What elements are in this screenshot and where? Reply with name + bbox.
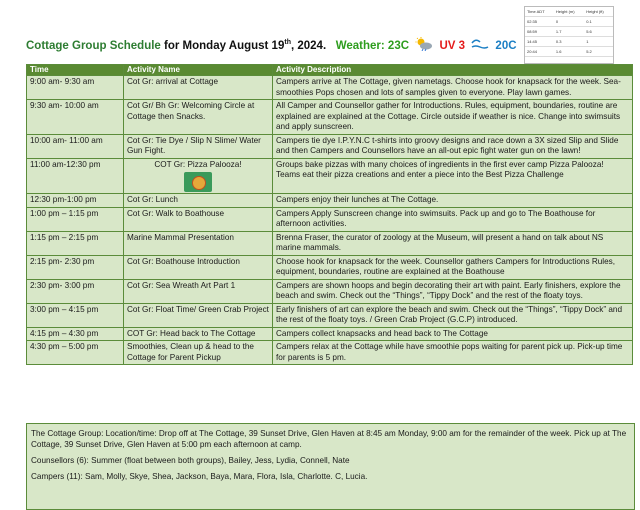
water-temp: 20C <box>495 40 517 52</box>
table-row <box>27 194 633 208</box>
tide-header-cell: Height (m) <box>554 7 584 17</box>
activity-name-cell: Cot Gr: arrival at Cottage <box>124 76 273 100</box>
table-row <box>27 76 633 100</box>
table-row <box>27 255 633 279</box>
time-cell: 3:00 pm – 4:15 pm <box>27 303 124 327</box>
table-row <box>27 303 633 327</box>
table-row <box>27 207 633 231</box>
tide-table-row <box>525 47 613 57</box>
activity-description-cell: All Camper and Counsellor gather for Introductions. Rules, equipment, boundaries, routine are explained are explained at the Cottage. Circle outside if weather is nice. Change into swimsuits and apply sunscreen. <box>273 100 633 135</box>
activity-description-cell: Campers Apply Sunscreen change into swimsuits. Pack up and go to The Boathouse for afternoon activities. <box>273 207 633 231</box>
tide-cell: 1 <box>584 37 613 47</box>
activity-name-cell: Cot Gr: Lunch <box>124 194 273 208</box>
activity-description-cell: Choose hook for knapsack for the week. Counsellor gathers Campers for Introductions Rules, equipment, boundaries, routine are explained at the Boathouse <box>273 255 633 279</box>
activity-name-cell: Cot Gr/ Bh Gr: Welcoming Circle at Cottage then Snacks. <box>124 100 273 135</box>
tide-cell: 08:59 <box>525 27 554 37</box>
time-cell: 10:00 am- 11:00 am <box>27 134 124 158</box>
wave-icon <box>471 38 489 50</box>
activity-name-cell: Cot Gr: Sea Wreath Art Part 1 <box>124 279 273 303</box>
table-row <box>27 100 633 135</box>
activity-name-cell: Cot Gr: Tie Dye / Slip N Slime/ Water Gun Fight. <box>124 134 273 158</box>
activity-name-cell: Cot Gr: Boathouse Introduction <box>124 255 273 279</box>
tide-cell: 14:45 <box>525 37 554 47</box>
time-cell: 11:00 am-12:30 pm <box>27 158 124 194</box>
activity-description-cell: Campers tie dye I.P.Y.N.C t-shirts into groovy designs and race down a 3X sized Slip and Slide and then Campers and Counsellors have an all-out epic fight water gun on the lawn! <box>273 134 633 158</box>
tide-table-row <box>525 37 613 47</box>
table-row <box>27 279 633 303</box>
column-header-time: Time <box>27 65 124 76</box>
column-header-activity-name: Activity Name <box>124 65 273 76</box>
pizza-icon <box>184 172 212 192</box>
tide-table <box>524 6 614 64</box>
title-date: for Monday August 19 <box>160 40 285 52</box>
tide-cell: 5.6 <box>584 27 613 37</box>
tide-table-header <box>525 7 613 17</box>
tide-cell: 1.6 <box>554 47 584 57</box>
weather-label: Weather: 23C <box>335 40 410 52</box>
page-title <box>26 37 517 52</box>
activity-name-cell: Marine Mammal Presentation <box>124 231 273 255</box>
tide-header-cell: Height (ft) <box>584 7 613 17</box>
sun-cloud-icon <box>415 37 433 51</box>
activity-description-cell: Groups bake pizzas with many choices of ingredients in the first ever camp Pizza Palooza! Teams eat their pizza creations and enter a piece into the Best Pizza Challenge <box>273 158 633 194</box>
location-info: The Cottage Group: Location/time: Drop off at The Cottage, 39 Sunset Drive, Glen Haven at 8:45 am Monday, 9:00 am for the remainder of the week. Pick up at The Cottage, 39 Sunset Drive, Glen Haven at 5:00 pm each afternoon at camp. <box>31 429 627 450</box>
uv-index: UV 3 <box>439 40 466 52</box>
time-cell: 9:30 am- 10:00 am <box>27 100 124 135</box>
activity-name-cell <box>124 158 273 194</box>
table-row <box>27 134 633 158</box>
activity-description-cell: Campers are shown hoops and begin decorating their art with paint. Early finishers, explore the beach and swim. Check out the “Things”, “Tippy Dock” and the rest of the floaty toys. <box>273 279 633 303</box>
title-date-suffix: th <box>284 39 291 47</box>
activity-description-cell: Campers enjoy their lunches at The Cottage. <box>273 194 633 208</box>
time-cell: 2:30 pm- 3:00 pm <box>27 279 124 303</box>
tide-cell: 0 <box>554 17 584 27</box>
counsellors-list: Counsellors (6): Summer (float between both groups), Bailey, Jess, Lydia, Connell, Nate <box>31 456 350 466</box>
tide-cell: 5.2 <box>584 47 613 57</box>
activity-description-cell: Campers arrive at The Cottage, given nametags. Choose hook for knapsack for the week. Sea-smoothies Pops chosen and lots of samples given to everyone. Play lawn games. <box>273 76 633 100</box>
time-cell: 1:15 pm – 2:15 pm <box>27 231 124 255</box>
activity-description-cell: Campers collect knapsacks and head back to The Cottage <box>273 327 633 341</box>
schedule-table <box>26 64 633 365</box>
table-row <box>27 231 633 255</box>
activity-name-cell: Cot Gr: Walk to Boathouse <box>124 207 273 231</box>
tide-cell: 20:44 <box>525 47 554 57</box>
time-cell: 9:00 am- 9:30 am <box>27 76 124 100</box>
tide-cell: 0.3 <box>554 37 584 47</box>
camp-info-box <box>26 423 635 510</box>
activity-description-cell: Brenna Fraser, the curator of zoology at the Museum, will present a hand on talk about NS marine mammals. <box>273 231 633 255</box>
table-row <box>27 341 633 365</box>
activity-name-text: COT Gr: Pizza Palooza! <box>154 159 242 169</box>
title-prefix: Cottage Group Schedule <box>26 40 161 52</box>
tide-table-row <box>525 27 613 37</box>
title-year: , 2024. <box>290 40 327 52</box>
tide-cell: 1.7 <box>554 27 584 37</box>
time-cell: 4:30 pm – 5:00 pm <box>27 341 124 365</box>
campers-list: Campers (11): Sam, Molly, Skye, Shea, Jackson, Baya, Mara, Flora, Isla, Charlotte. C, Lucia. <box>31 472 368 482</box>
tide-table-row <box>525 17 613 27</box>
time-cell: 12:30 pm-1:00 pm <box>27 194 124 208</box>
time-cell: 2:15 pm- 2:30 pm <box>27 255 124 279</box>
schedule-header <box>27 65 633 76</box>
time-cell: 4:15 pm – 4:30 pm <box>27 327 124 341</box>
column-header-activity-description: Activity Description <box>273 65 633 76</box>
activity-name-cell: Cot Gr: Float Time/ Green Crab Project <box>124 303 273 327</box>
tide-header-cell: Time ADT <box>525 7 554 17</box>
activity-name-cell: Smoothies, Clean up & head to the Cottage for Parent Pickup <box>124 341 273 365</box>
tide-cell: 02:35 <box>525 17 554 27</box>
table-row <box>27 158 633 194</box>
activity-name-cell: COT Gr: Head back to The Cottage <box>124 327 273 341</box>
activity-description-cell: Early finishers of art can explore the beach and swim. Check out the “Things”, “Tippy Dock” and the rest of the floaty toys. / Green Crab Project (G.C.P) introduced. <box>273 303 633 327</box>
table-row <box>27 327 633 341</box>
time-cell: 1:00 pm – 1:15 pm <box>27 207 124 231</box>
activity-description-cell: Campers relax at the Cottage while have smoothie pops waiting for parent pick up. Pick-up time for parents is 5 pm. <box>273 341 633 365</box>
tide-cell: 0.1 <box>584 17 613 27</box>
